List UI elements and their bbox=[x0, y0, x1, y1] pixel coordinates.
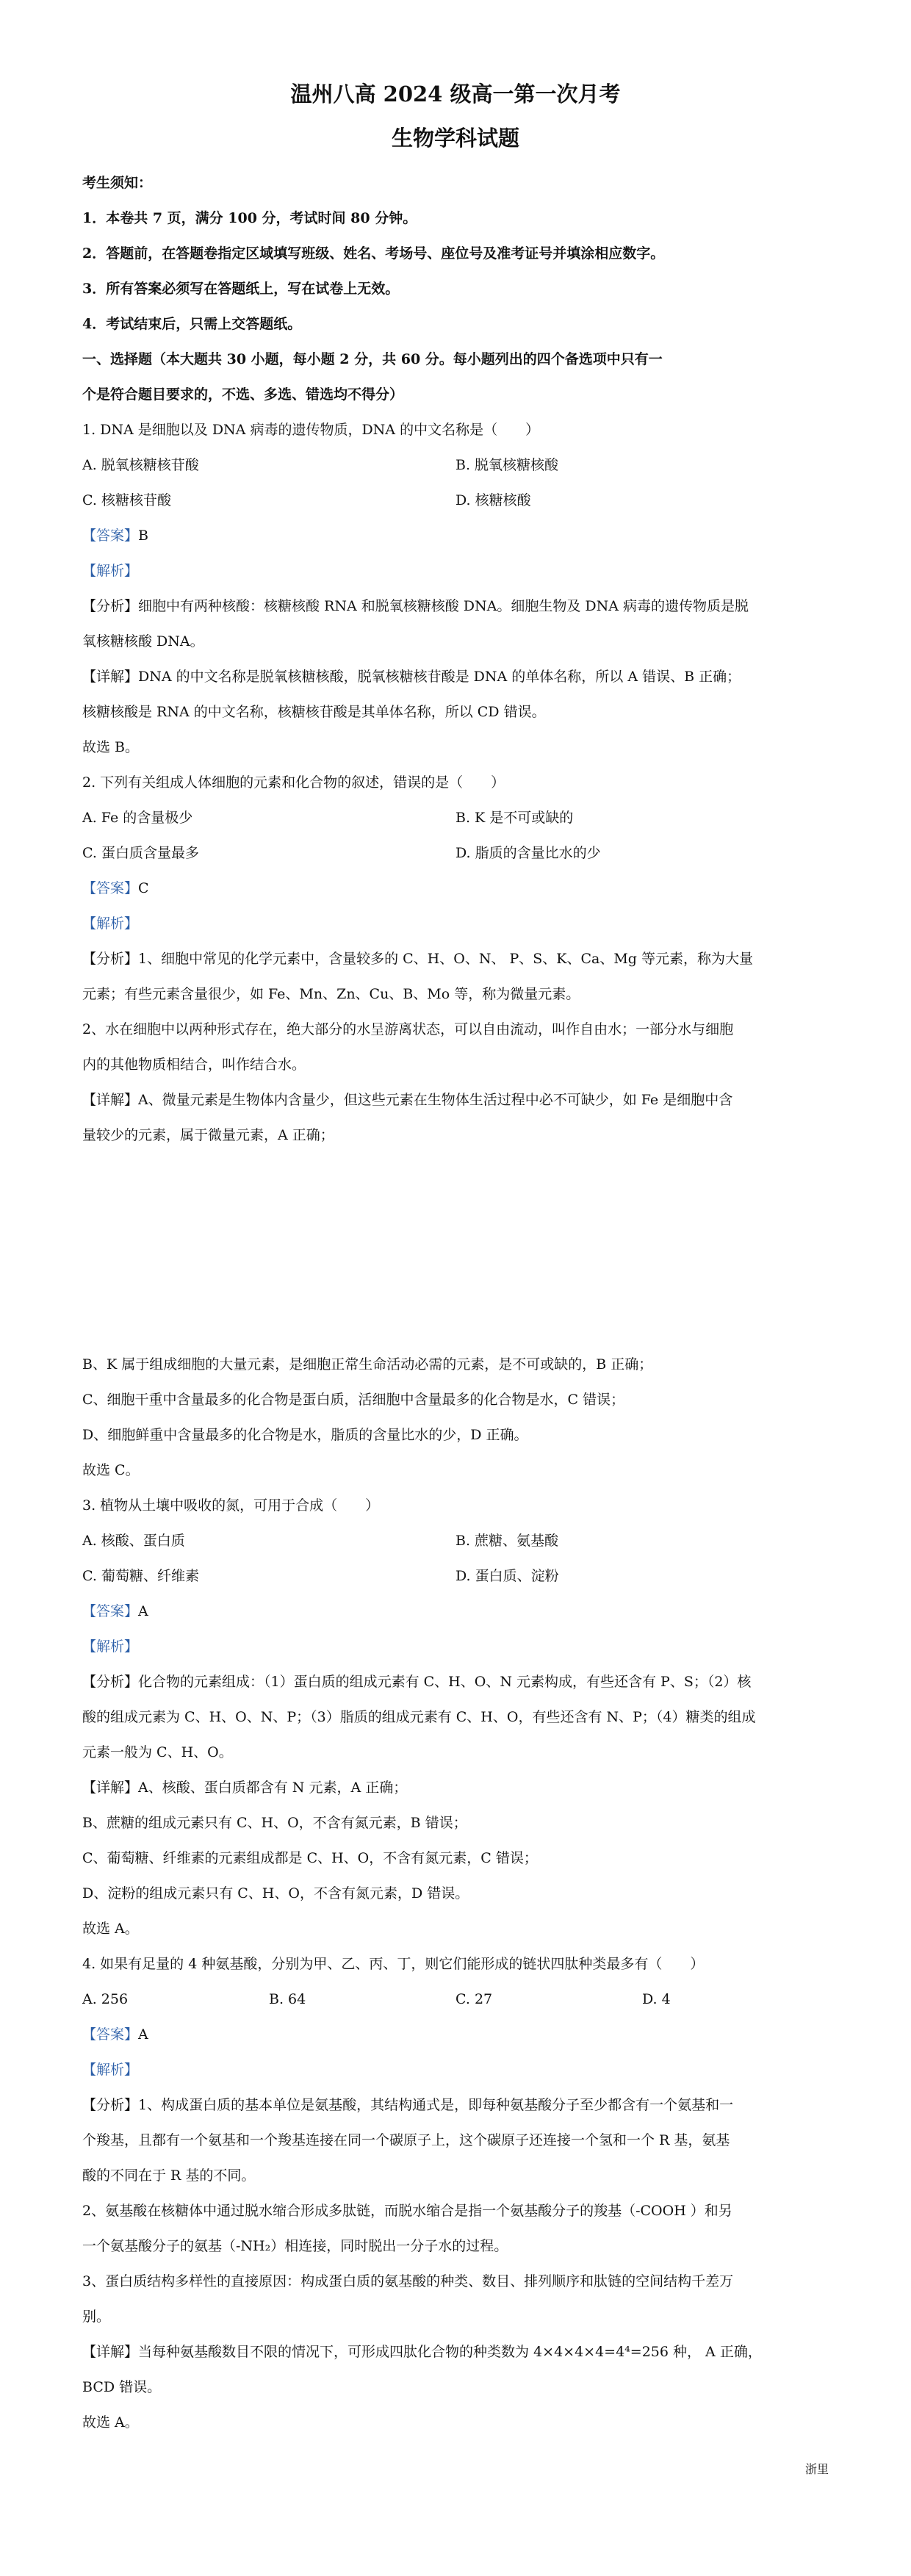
text-line: C、细胞干重中含量最多的化合物是蛋白质，活细胞中含量最多的化合物是水，C 错误； bbox=[82, 1392, 625, 1408]
text-line: 别。 bbox=[82, 2309, 111, 2325]
q2-option-c: C. 蛋白质含量最多 bbox=[82, 845, 199, 861]
text-line: 个羧基，且都有一个氨基和一个羧基连接在同一个碳原子上，这个碳原子还连接一个氢和一个 R 基，氨基 bbox=[82, 2132, 730, 2148]
q1-xiangjie bbox=[82, 667, 832, 686]
q3-analysis-label: 【解析】 bbox=[82, 1638, 139, 1655]
q3-fenxi bbox=[82, 1672, 832, 1691]
xiangjie-label: 【详解】 bbox=[82, 1092, 139, 1108]
xiangjie-label: 【详解】 bbox=[82, 2344, 139, 2360]
question-4-stem: 4. 如果有足量的 4 种氨基酸，分别为甲、乙、丙、丁，则它们能形成的链状四肽种类最多有（ ） bbox=[82, 1956, 705, 1972]
text-line: 量较少的元素，属于微量元素，A 正确； bbox=[82, 1127, 334, 1143]
q4-option-c: C. 27 bbox=[455, 1991, 493, 2007]
q4-analysis-label: 【解析】 bbox=[82, 2062, 139, 2078]
q2-answer bbox=[82, 879, 832, 898]
text-line: 化合物的元素组成：（1）蛋白质的组成元素有 C、H、O、N 元素构成，有些还含有 P、S；（2）核 bbox=[138, 1674, 752, 1690]
q4-option-b: B. 64 bbox=[269, 1991, 306, 2007]
text-line: 氧核糖核酸 DNA。 bbox=[82, 633, 204, 650]
q1-fenxi bbox=[82, 597, 832, 616]
notice-heading: 考生须知： bbox=[82, 175, 153, 191]
q1-option-d: D. 核糖核酸 bbox=[455, 492, 531, 508]
q3-option-c: C. 葡萄糖、纤维素 bbox=[82, 1568, 199, 1584]
q4-option-a: A. 256 bbox=[82, 1991, 129, 2007]
text-line: 核糖核酸是 RNA 的中文名称，核糖核苷酸是其单体名称，所以 CD 错误。 bbox=[82, 704, 546, 720]
fenxi-label: 【分析】 bbox=[82, 951, 139, 967]
exam-subtitle: 生物学科试题 bbox=[391, 126, 519, 151]
fenxi-label: 【分析】 bbox=[82, 598, 139, 614]
text-line: 一个氨基酸分子的氨基（-NH₂）相连接，同时脱出一分子水的过程。 bbox=[82, 2238, 508, 2254]
text-line: 3、蛋白质结构多样性的直接原因：构成蛋白质的氨基酸的种类、数目、排列顺序和肽链的空间结构千差万 bbox=[82, 2273, 734, 2289]
text-line: 细胞中有两种核酸：核糖核酸 RNA 和脱氧核糖核酸 DNA。细胞生物及 DNA 病毒的遗传物质是脱 bbox=[138, 598, 749, 614]
answer-label: 【答案】 bbox=[82, 880, 139, 896]
notice-item: 4．考试结束后，只需上交答题纸。 bbox=[82, 316, 302, 332]
xiangjie-label: 【详解】 bbox=[82, 669, 139, 685]
notice-item: 1．本卷共 7 页，满分 100 分，考试时间 80 分钟。 bbox=[82, 210, 417, 226]
notice-item: 2．答题前，在答题卷指定区域填写班级、姓名、考场号、座位号及准考证号并填涂相应数字。 bbox=[82, 245, 665, 262]
question-3-stem: 3. 植物从土壤中吸收的氮，可用于合成（ ） bbox=[82, 1497, 380, 1514]
notice-item: 3．所有答案必须写在答题纸上，写在试卷上无效。 bbox=[82, 281, 400, 297]
text-line: C、葡萄糖、纤维素的元素组成都是 C、H、O，不含有氮元素，C 错误； bbox=[82, 1850, 538, 1866]
q1-conclusion: 故选 B。 bbox=[82, 739, 140, 755]
text-line: D、细胞鲜重中含量最多的化合物是水，脂质的含量比水的少，D 正确。 bbox=[82, 1427, 528, 1443]
answer-value: A bbox=[138, 2026, 148, 2043]
text-line: 2、水在细胞中以两种形式存在，绝大部分的水呈游离状态，可以自由流动，叫作自由水；一部分水与细胞 bbox=[82, 1021, 734, 1037]
text-line: BCD 错误。 bbox=[82, 2379, 162, 2395]
q2-option-d: D. 脂质的含量比水的少 bbox=[455, 845, 601, 861]
q2-fenxi bbox=[82, 949, 832, 968]
text-line: 酸的组成元素为 C、H、O、N、P；（3）脂质的组成元素有 C、H、O，有些还含有 N、P；（4）糖类的组成 bbox=[82, 1709, 756, 1725]
q3-xiangjie bbox=[82, 1778, 832, 1797]
question-2-stem: 2. 下列有关组成人体细胞的元素和化合物的叙述，错误的是（ ） bbox=[82, 774, 505, 791]
answer-value: A bbox=[138, 1603, 148, 1619]
text-line: 当每种氨基酸数目不限的情况下，可形成四肽化合物的种类数为 4×4×4×4=4⁴=256 种， A 正确， bbox=[138, 2344, 762, 2360]
text-line: 1、构成蛋白质的基本单位是氨基酸，其结构通式是，即每种氨基酸分子至少都含有一个氨基和一 bbox=[138, 2097, 734, 2113]
q1-option-c: C. 核糖核苷酸 bbox=[82, 492, 171, 508]
section-heading-cont: 个是符合题目要求的，不选、多选、错选均不得分） bbox=[82, 386, 404, 403]
text-line: DNA 的中文名称是脱氧核糖核酸，脱氧核糖核苷酸是 DNA 的单体名称，所以 A 错误、B 正确； bbox=[138, 669, 741, 685]
exam-title: 温州八高 2024 级高一第一次月考 bbox=[290, 82, 621, 107]
section-heading: 一、选择题（本大题共 30 小题，每小题 2 分，共 60 分。每小题列出的四个备选项中只有一 bbox=[82, 351, 663, 367]
q4-answer bbox=[82, 2025, 832, 2044]
q1-option-b: B. 脱氧核糖核酸 bbox=[455, 457, 559, 473]
answer-label: 【答案】 bbox=[82, 1603, 139, 1619]
q4-fenxi bbox=[82, 2095, 832, 2115]
answer-label: 【答案】 bbox=[82, 2026, 139, 2043]
q2-option-a: A. Fe 的含量极少 bbox=[82, 810, 193, 826]
q2-analysis-label: 【解析】 bbox=[82, 915, 139, 932]
q2-conclusion: 故选 C。 bbox=[82, 1462, 140, 1478]
q4-option-d: D. 4 bbox=[642, 1991, 671, 2007]
q1-analysis-label: 【解析】 bbox=[82, 563, 139, 579]
page-footer: 浙里 bbox=[804, 2462, 829, 2476]
q4-conclusion: 故选 A。 bbox=[82, 2414, 139, 2431]
fenxi-label: 【分析】 bbox=[82, 2097, 139, 2113]
q1-answer bbox=[82, 526, 832, 545]
q3-option-a: A. 核酸、蛋白质 bbox=[82, 1533, 185, 1549]
answer-label: 【答案】 bbox=[82, 528, 139, 544]
q3-conclusion: 故选 A。 bbox=[82, 1921, 139, 1937]
answer-value: B bbox=[138, 528, 148, 544]
text-line: B、K 属于组成细胞的大量元素，是细胞正常生命活动必需的元素，是不可或缺的，B 正确； bbox=[82, 1356, 653, 1372]
text-line: 内的其他物质相结合，叫作结合水。 bbox=[82, 1057, 306, 1073]
q3-option-d: D. 蛋白质、淀粉 bbox=[455, 1568, 559, 1584]
text-line: 2、氨基酸在核糖体中通过脱水缩合形成多肽链，而脱水缩合是指一个氨基酸分子的羧基（-COOH ）和另 bbox=[82, 2203, 732, 2219]
q3-option-b: B. 蔗糖、氨基酸 bbox=[455, 1533, 559, 1549]
question-1-stem: 1. DNA 是细胞以及 DNA 病毒的遗传物质，DNA 的中文名称是（ ） bbox=[82, 422, 540, 438]
q3-answer bbox=[82, 1602, 832, 1621]
text-line: A、微量元素是生物体内含量少，但这些元素在生物体生活过程中必不可缺少，如 Fe 是细胞中含 bbox=[138, 1092, 733, 1108]
text-line: 1、细胞中常见的化学元素中，含量较多的 C、H、O、N、 P、S、K、Ca、Mg 等元素，称为大量 bbox=[138, 951, 754, 967]
text-line: D、淀粉的组成元素只有 C、H、O，不含有氮元素，D 错误。 bbox=[82, 1885, 469, 1902]
q4-xiangjie bbox=[82, 2342, 832, 2361]
q2-option-b: B. K 是不可或缺的 bbox=[455, 810, 574, 826]
answer-value: C bbox=[138, 880, 149, 896]
text-line: A、核酸、蛋白质都含有 N 元素，A 正确； bbox=[138, 1780, 408, 1796]
xiangjie-label: 【详解】 bbox=[82, 1780, 139, 1796]
q1-option-a: A. 脱氧核糖核苷酸 bbox=[82, 457, 199, 473]
text-line: 元素一般为 C、H、O。 bbox=[82, 1744, 233, 1760]
text-line: 酸的不同在于 R 基的不同。 bbox=[82, 2167, 256, 2184]
text-line: B、蔗糖的组成元素只有 C、H、O，不含有氮元素，B 错误； bbox=[82, 1815, 467, 1831]
text-line: 元素；有些元素含量很少，如 Fe、Mn、Zn、Cu、B、Mo 等，称为微量元素。 bbox=[82, 986, 580, 1002]
q2-xiangjie bbox=[82, 1090, 832, 1109]
fenxi-label: 【分析】 bbox=[82, 1674, 139, 1690]
